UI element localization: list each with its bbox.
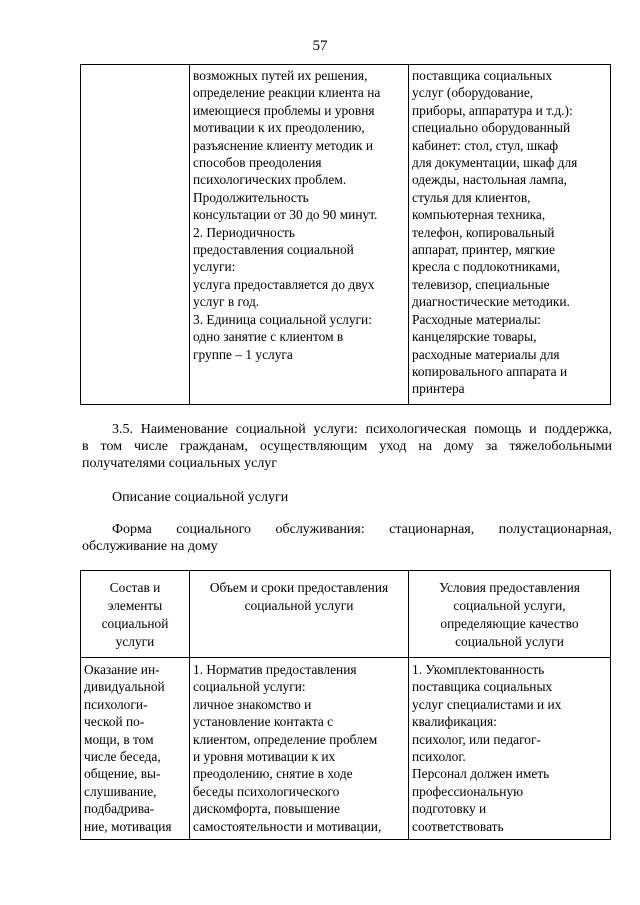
text-line: Состав и: [109, 580, 161, 595]
text-line: и уровня мотивации к их: [193, 749, 336, 765]
text-line: социальной услуги:: [193, 679, 306, 695]
text-line: разъяснение клиенту методик и: [193, 137, 374, 153]
description-heading: Описание социальной услуги: [112, 490, 289, 505]
text-line: подготовку и: [412, 801, 487, 817]
header-volume-terms: [190, 571, 409, 658]
text-line: Оказание ин-: [84, 662, 160, 677]
text-line: консультации от 30 до 90 минут.: [193, 207, 378, 223]
service-description-table: [80, 570, 611, 840]
text-line: установление контакта с: [193, 714, 334, 730]
text-line: подбадрива-: [84, 801, 155, 817]
text-line: Объем и сроки предоставления: [209, 580, 389, 595]
text-line: беседы психологического: [193, 783, 340, 799]
text-line: социальной услуги: [244, 598, 354, 613]
text-line: определение реакции клиента на: [193, 85, 381, 101]
text-line: 1. Норматив предоставления: [193, 662, 357, 677]
text-line: психолог, или педагог-: [412, 731, 541, 747]
text-line: приборы, аппаратура и т.д.):: [412, 102, 573, 118]
text-line: квалификация:: [412, 714, 497, 730]
text-line: Расходные материалы:: [412, 311, 542, 327]
text-line: услуг (оборудование,: [412, 85, 534, 101]
section-title-line: получателями социальных услуг: [82, 456, 278, 471]
text-line: элементы: [107, 598, 163, 613]
text-line: клиентом, определение проблем: [193, 731, 378, 747]
table-header-row: [81, 571, 611, 658]
text-line: возможных путей их решения,: [193, 68, 368, 83]
text-line: услуги: [115, 634, 155, 649]
text-line: предоставления социальной: [193, 242, 354, 258]
page-number: 57: [312, 38, 328, 54]
text-line: поставщика социальных: [412, 679, 553, 695]
text-line: способов преодоления: [193, 155, 322, 171]
service-form-line: Форма социального обслуживания: стационарная, полустационарная,: [112, 522, 612, 537]
section-title-line: в том числе гражданам, осуществляющим уход на дому за тяжелобольными: [82, 439, 612, 454]
text-line: услуг специалистами и их: [412, 696, 562, 712]
text-line: психологи-: [84, 696, 148, 712]
text-line: психолог.: [412, 749, 466, 765]
text-line: профессиональную: [412, 783, 524, 799]
text-line: специально оборудованный: [412, 120, 571, 136]
text-line: личное знакомство и: [193, 696, 312, 712]
text-line: поставщика социальных: [412, 68, 553, 83]
text-line: кресла с подлокотниками,: [412, 259, 561, 275]
table-cell-composition: [81, 65, 190, 405]
text-line: ческой по-: [84, 714, 145, 730]
text-line: 1. Укомплектованность: [412, 662, 545, 677]
text-line: одежды, настольная лампа,: [412, 172, 568, 188]
services-table-continued: [80, 64, 611, 405]
text-line: услуг в год.: [193, 294, 260, 310]
service-form-line: обслуживание на дому: [82, 539, 218, 554]
text-line: для документации, шкаф для: [412, 155, 578, 171]
text-line: 2. Периодичность: [193, 224, 295, 240]
table-cell-volume-terms: [190, 658, 409, 840]
text-line: слушивание,: [84, 783, 157, 799]
text-line: кабинет: стол, стул, шкаф: [412, 137, 559, 153]
text-line: дискомфорта, повышение: [193, 801, 340, 817]
text-line: Персонал должен иметь: [412, 766, 550, 782]
text-line: копировального аппарата и: [412, 363, 568, 379]
text-line: ние, мотивация: [84, 818, 172, 834]
text-line: мощи, в том: [84, 731, 154, 747]
text-line: принтера: [412, 381, 465, 397]
table-row: [81, 658, 611, 840]
text-line: социальной услуги,: [453, 598, 566, 613]
text-line: имеющиеся проблемы и уровня: [193, 102, 375, 118]
table-cell-composition: [81, 658, 190, 840]
text-line: 3. Единица социальной услуги:: [193, 311, 372, 327]
text-line: услуги:: [193, 259, 236, 275]
text-line: телефон, копировальный: [412, 224, 555, 240]
text-line: аппарат, принтер, мягкие: [412, 242, 555, 258]
text-line: услуга предоставляется до двух: [193, 276, 375, 292]
table-cell-conditions: [409, 658, 611, 840]
text-line: самостоятельности и мотивации,: [193, 818, 382, 834]
header-composition: [81, 571, 190, 658]
text-line: определяющие качество: [440, 616, 579, 631]
text-line: общение, вы-: [84, 766, 161, 782]
section-title-line: 3.5. Наименование социальной услуги: психологическая помощь и поддержка,: [112, 422, 612, 437]
text-line: Условия предоставления: [439, 580, 580, 595]
text-line: дивидуальной: [84, 679, 165, 695]
text-line: расходные материалы для: [412, 346, 560, 362]
text-line: преодолению, снятие в ходе: [193, 766, 353, 782]
text-line: психологических проблем.: [193, 172, 347, 188]
text-line: компьютерная техника,: [412, 207, 546, 223]
text-line: социальной услуги: [455, 634, 564, 649]
text-line: телевизор, специальные: [412, 276, 550, 292]
text-line: Продолжительность: [193, 189, 309, 205]
text-line: диагностические методики.: [412, 294, 570, 310]
text-line: канцелярские товары,: [412, 329, 537, 345]
table-cell-conditions: [409, 65, 611, 405]
text-line: соответствовать: [412, 818, 504, 834]
text-line: одно занятие с клиентом в: [193, 329, 344, 345]
text-line: числе беседа,: [84, 749, 161, 765]
table-row: [81, 65, 611, 405]
text-line: группе – 1 услуга: [193, 346, 293, 362]
text-line: мотивации к их преодолению,: [193, 120, 365, 136]
text-line: стулья для клиентов,: [412, 189, 531, 205]
table-cell-volume-terms: [190, 65, 409, 405]
header-conditions: [409, 571, 611, 658]
text-line: социальной: [101, 616, 169, 631]
